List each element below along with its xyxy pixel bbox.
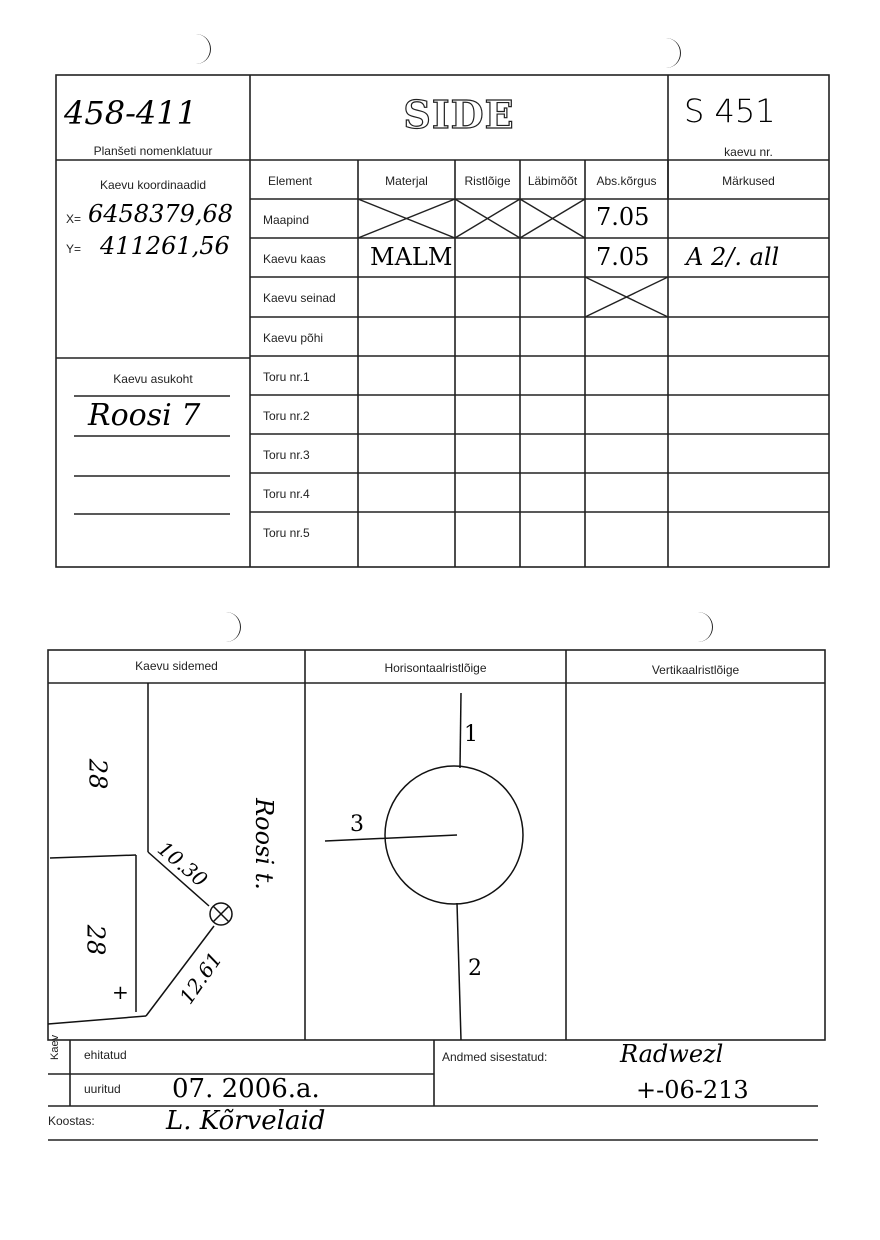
data-entered-label: Andmed sisestatud: [442, 1050, 548, 1064]
compiled-value: L. Kõrvelaid [166, 1106, 326, 1136]
surveyed-label: uuritud [84, 1082, 121, 1096]
notes-cover: A 2/. all [686, 243, 780, 271]
col-header-vertical-section: Vertikaalristlõige [651, 663, 740, 677]
nomenclature-value: 458-411 [64, 94, 197, 132]
row-label: Toru nr.1 [263, 370, 310, 384]
abs-height-cover: 7.05 [596, 243, 650, 271]
kaev-label: Kaev [49, 1034, 61, 1060]
col-header-connections: Kaevu sidemed [135, 659, 218, 673]
col-header-diameter: Läbimõõt [527, 174, 578, 188]
x-label: X= [66, 212, 82, 226]
form-title: SIDE [403, 92, 515, 137]
x-value: 6458379,68 [88, 200, 234, 228]
row-label: Toru nr.3 [263, 448, 310, 462]
building-number-bottom: 28 [81, 924, 110, 956]
crossed-cell [455, 199, 520, 238]
pipe-3-label: 3 [350, 812, 364, 837]
col-header-cross-section: Ristlõige [464, 174, 511, 188]
compiled-label: Koostas: [48, 1114, 95, 1128]
distance-2: 12.61 [174, 947, 227, 1009]
material-cover: MALM [370, 243, 453, 271]
well-number-label: kaevu nr. [724, 145, 773, 159]
row-label: Maapind [263, 213, 310, 227]
crossed-cell [585, 277, 668, 317]
corner-mark: + [112, 980, 129, 1004]
col-header-notes: Märkused [722, 174, 775, 188]
y-value: 411261,56 [100, 232, 230, 260]
col-header-material: Materjal [385, 174, 428, 188]
well-number-value: S 451 [684, 92, 776, 130]
col-header-abs-height: Abs.kõrgus [596, 174, 657, 188]
building-number-top: 28 [83, 758, 112, 790]
location-label: Kaevu asukoht [113, 372, 193, 386]
location-value: Roosi 7 [88, 398, 201, 433]
surveyed-value: 07. 2006.a. [172, 1074, 320, 1104]
coords-label: Kaevu koordinaadid [99, 178, 207, 192]
street-name: Roosi t. [249, 798, 278, 890]
col-header-horizontal-section: Horisontaalristlõige [384, 661, 487, 675]
data-entered-value: +-06-213 [636, 1076, 749, 1104]
built-label: ehitatud [84, 1048, 127, 1062]
crossed-cell [358, 199, 455, 238]
distance-1: 10.30 [152, 836, 213, 892]
row-label: Toru nr.2 [263, 409, 310, 423]
top-card-grid [0, 0, 880, 600]
data-entered-signature: Radwezl [620, 1040, 724, 1068]
pipe-2-label: 2 [468, 956, 482, 981]
horizontal-section-drawing [305, 683, 566, 1040]
row-label: Kaevu põhi [263, 331, 324, 345]
crossed-cell [520, 199, 585, 238]
abs-height-ground: 7.05 [596, 203, 650, 231]
y-label: Y= [66, 242, 82, 256]
row-label: Kaevu kaas [263, 252, 326, 266]
row-label: Kaevu seinad [263, 291, 336, 305]
nomenclature-label: Planšeti nomenklatuur [93, 144, 213, 158]
row-label: Toru nr.5 [263, 526, 310, 540]
row-label: Toru nr.4 [263, 487, 310, 501]
bottom-card [0, 630, 880, 1190]
col-header-element: Element [267, 174, 313, 188]
pipe-1-label: 1 [464, 722, 478, 747]
top-card [0, 0, 880, 600]
